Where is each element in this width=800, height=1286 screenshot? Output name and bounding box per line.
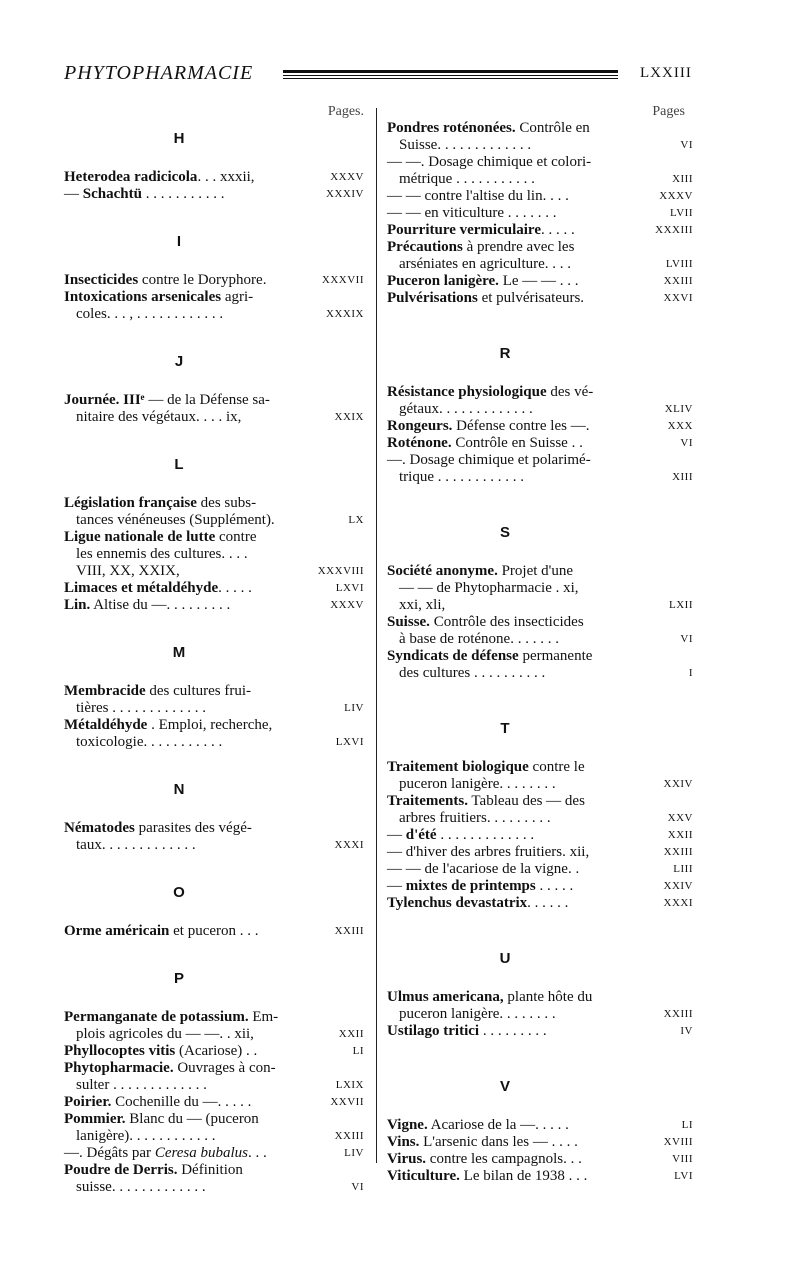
- entry-text: [387, 222, 635, 239]
- entry-line: Insecticides contre le Doryphore.: [64, 272, 267, 288]
- entry-text: [387, 1134, 635, 1151]
- entry-page-ref: XXIII: [334, 1130, 364, 1142]
- entry-line: xxi, xli,: [399, 597, 446, 613]
- entry-line: Traitements. Tableau des — des: [387, 793, 585, 809]
- entry-line: Suisse. . . . . . . . . . . . .: [399, 137, 532, 153]
- section-letter: N: [173, 781, 185, 798]
- entry-line: Phytopharmacie. Ouvrages à con-: [64, 1060, 276, 1076]
- entry-page-ref: XXII: [667, 829, 693, 841]
- entry-line: Nématodes parasites des végé-: [64, 820, 252, 836]
- index-entry: [387, 759, 693, 793]
- entry-page-ref: LXIX: [335, 1079, 364, 1091]
- entry-text: [387, 1117, 635, 1134]
- entry-line: Suisse. Contrôle des insecticides: [387, 614, 584, 630]
- entry-page-ref: XXIX: [334, 411, 364, 423]
- entry-text: [64, 169, 306, 186]
- entry-line: Rongeurs. Défense contre les —.: [387, 418, 590, 434]
- entry-line: Viticulture. Le bilan de 1938 . . .: [387, 1168, 588, 1184]
- index-entry: [64, 1162, 364, 1196]
- entry-line: VIII, XX, XXIX,: [76, 563, 180, 579]
- index-entry: [64, 683, 364, 717]
- entry-page-ref: XXIII: [663, 275, 693, 287]
- index-entry: [64, 1094, 364, 1111]
- entry-text: [387, 188, 635, 205]
- index-entry: [387, 614, 693, 648]
- entry-line: suisse. . . . . . . . . . . . .: [76, 1179, 206, 1195]
- entry-page-ref: XXVI: [663, 292, 693, 304]
- index-entry: [64, 1111, 364, 1145]
- index-entry: [64, 820, 364, 854]
- continued-entries: [387, 120, 693, 307]
- entry-line: Poirier. Cochenille du —. . . . .: [64, 1094, 252, 1110]
- entry-text: [387, 154, 635, 188]
- entry-text: [387, 878, 635, 895]
- entry-text: [387, 1151, 635, 1168]
- entry-text: [64, 1094, 306, 1111]
- index-entry: [387, 648, 693, 682]
- page-number: LXXIII: [640, 65, 692, 81]
- entry-text: [64, 495, 306, 529]
- entry-line: Précautions à prendre avec les: [387, 239, 575, 255]
- entry-text: [387, 844, 635, 861]
- column-divider: [376, 108, 377, 1163]
- entry-line: — d'hiver des arbres fruitiers. xii,: [387, 844, 590, 860]
- index-entry: [64, 1009, 364, 1043]
- entry-page-ref: XXXV: [659, 190, 693, 202]
- entry-page-ref: LIII: [673, 863, 693, 875]
- entry-line: — d'été . . . . . . . . . . . . .: [387, 827, 535, 843]
- entry-text: [64, 1009, 306, 1043]
- entry-page-ref: XXV: [667, 812, 693, 824]
- entry-line: — —. Dosage chimique et colori-: [387, 154, 592, 170]
- entry-text: [387, 273, 635, 290]
- entry-text: [387, 563, 635, 614]
- index-entry: [387, 563, 693, 614]
- entry-line: nitaire des végétaux. . . . ix,: [76, 409, 242, 425]
- entry-text: [64, 392, 306, 426]
- entry-text: [387, 418, 635, 435]
- entry-line: Poudre de Derris. Définition: [64, 1162, 243, 1178]
- section-letter: O: [173, 884, 185, 901]
- entry-text: [64, 1060, 306, 1094]
- entry-line: des cultures . . . . . . . . . .: [399, 665, 546, 681]
- entry-line: Tylenchus devastatrix. . . . . .: [387, 895, 569, 911]
- entry-text: [64, 597, 306, 614]
- section-letter: U: [499, 950, 511, 967]
- section-letter: M: [172, 644, 186, 661]
- entry-line: Intoxications arsenicales agri-: [64, 289, 254, 305]
- entry-page-ref: XXIV: [663, 778, 693, 790]
- entry-line: trique . . . . . . . . . . . .: [399, 469, 524, 485]
- entry-page-ref: XXXI: [663, 897, 693, 909]
- entry-page-ref: LIV: [344, 702, 364, 714]
- entry-line: Lin. Altise du —. . . . . . . . .: [64, 597, 231, 613]
- entry-line: tances vénéneuses (Supplément).: [76, 512, 275, 528]
- entry-line: Ligue nationale de lutte contre: [64, 529, 257, 545]
- entry-text: [64, 1162, 306, 1196]
- entry-text: [64, 820, 306, 854]
- entry-line: plois agricoles du — —. . xii,: [76, 1026, 254, 1042]
- entry-page-ref: XIII: [672, 471, 693, 483]
- entry-page-ref: XLIV: [664, 403, 693, 415]
- entry-page-ref: LXII: [669, 599, 693, 611]
- index-entry: [64, 1043, 364, 1060]
- index-right-column: [387, 104, 693, 1185]
- index-entry: [387, 1117, 693, 1134]
- section-letter: P: [173, 970, 184, 987]
- entry-text: [387, 648, 635, 682]
- index-left-column: [64, 104, 364, 1196]
- entry-line: Ustilago tritici . . . . . . . . .: [387, 1023, 547, 1039]
- entry-page-ref: I: [688, 667, 693, 679]
- entry-page-ref: XVIII: [663, 1136, 693, 1148]
- index-entry: [64, 529, 364, 580]
- entry-line: Ulmus americana, plante hôte du: [387, 989, 593, 1005]
- entry-page-ref: XIII: [672, 173, 693, 185]
- entry-line: — — contre l'altise du lin. . . .: [387, 188, 569, 204]
- entry-text: [64, 272, 306, 289]
- entry-text: [387, 435, 635, 452]
- pages-label: Pages: [652, 104, 685, 119]
- entry-line: sulter . . . . . . . . . . . . .: [76, 1077, 207, 1093]
- entry-page-ref: VIII: [672, 1153, 693, 1165]
- entry-text: [387, 120, 635, 154]
- entry-line: Pulvérisations et pulvérisateurs.: [387, 290, 585, 306]
- entry-page-ref: LI: [352, 1045, 364, 1057]
- entry-line: Virus. contre les campagnols. . .: [387, 1151, 582, 1167]
- entry-line: Heterodea radicicola. . . xxxii,: [64, 169, 255, 185]
- index-entry: [64, 1145, 364, 1162]
- entry-line: arséniates en agriculture. . . .: [399, 256, 572, 272]
- entry-line: Législation française des subs-: [64, 495, 257, 511]
- section-letter: I: [176, 233, 182, 250]
- entry-line: Métaldéhyde . Emploi, recherche,: [64, 717, 273, 733]
- entry-line: Orme américain et puceron . . .: [64, 923, 259, 939]
- entry-line: Société anonyme. Projet d'une: [387, 563, 574, 579]
- index-entry: [387, 861, 693, 878]
- entry-text: [387, 827, 635, 844]
- index-entry: [64, 923, 364, 940]
- entry-page-ref: LVIII: [665, 258, 693, 270]
- index-entry: [387, 1134, 693, 1151]
- index-entry: [387, 1168, 693, 1185]
- entry-text: [387, 290, 635, 307]
- index-entry: [387, 793, 693, 827]
- entry-line: puceron lanigère. . . . . . . .: [399, 1006, 556, 1022]
- entry-line: coles. . . , . . . . . . . . . . . .: [76, 306, 224, 322]
- entry-page-ref: XXX: [667, 420, 693, 432]
- entry-line: — — en viticulture . . . . . . .: [387, 205, 557, 221]
- entry-line: —. Dosage chimique et polarimé-: [387, 452, 591, 468]
- entry-page-ref: LI: [681, 1119, 693, 1131]
- entry-page-ref: XXXVII: [321, 274, 364, 286]
- index-entry: [64, 392, 364, 426]
- entry-line: Phyllocoptes vitis (Acariose) . .: [64, 1043, 258, 1059]
- entry-line: Permanganate de potassium. Em-: [64, 1009, 279, 1025]
- entry-page-ref: XXXV: [330, 171, 364, 183]
- entry-line: Traitement biologique contre le: [387, 759, 585, 775]
- section-letter: S: [499, 524, 510, 541]
- section-letter: T: [500, 720, 510, 737]
- entry-text: [387, 861, 635, 878]
- entry-line: — — de l'acariose de la vigne. .: [387, 861, 580, 877]
- entry-page-ref: LIV: [344, 1147, 364, 1159]
- entry-page-ref: VI: [680, 139, 693, 151]
- entry-text: [387, 239, 635, 273]
- index-entry: [387, 989, 693, 1023]
- entry-page-ref: XXXVIII: [317, 565, 364, 577]
- entry-line: Roténone. Contrôle en Suisse . .: [387, 435, 583, 451]
- index-entry: [387, 452, 693, 486]
- entry-page-ref: VI: [680, 633, 693, 645]
- index-entry: [64, 1060, 364, 1094]
- entry-text: [64, 923, 306, 940]
- entry-line: tières . . . . . . . . . . . . .: [76, 700, 206, 716]
- entry-line: à base de roténone. . . . . . .: [399, 631, 559, 647]
- entry-page-ref: XXVII: [330, 1096, 364, 1108]
- index-entry: [64, 169, 364, 186]
- header-rule: [283, 70, 618, 79]
- entry-page-ref: XXIV: [663, 880, 693, 892]
- index-entry: [387, 827, 693, 844]
- entry-line: métrique . . . . . . . . . . .: [399, 171, 535, 187]
- index-entry: [64, 495, 364, 529]
- index-entry: [387, 290, 693, 307]
- entry-page-ref: XXXIII: [655, 224, 693, 236]
- entry-text: [64, 1145, 306, 1162]
- entry-text: [387, 1023, 635, 1040]
- index-entry: [387, 1023, 693, 1040]
- entry-text: [387, 384, 635, 418]
- entry-line: lanigère). . . . . . . . . . . .: [76, 1128, 216, 1144]
- entry-line: Membracide des cultures frui-: [64, 683, 252, 699]
- index-entry: [387, 205, 693, 222]
- entry-page-ref: LVI: [674, 1170, 693, 1182]
- entry-page-ref: LX: [348, 514, 364, 526]
- entry-page-ref: XXXV: [330, 599, 364, 611]
- entry-page-ref: VI: [351, 1181, 364, 1193]
- index-entry: [64, 597, 364, 614]
- entry-text: [387, 205, 635, 222]
- entry-page-ref: LXVI: [335, 582, 364, 594]
- entry-line: toxicologie. . . . . . . . . . .: [76, 734, 223, 750]
- entry-text: [64, 1043, 306, 1060]
- entry-text: [387, 793, 635, 827]
- entry-page-ref: LXVI: [335, 736, 364, 748]
- index-entry: [64, 580, 364, 597]
- entry-text: [64, 289, 306, 323]
- index-entry: [387, 222, 693, 239]
- entry-page-ref: XXIII: [663, 1008, 693, 1020]
- entry-line: Journée. IIIᵉ — de la Défense sa-: [64, 392, 270, 408]
- section-letter: R: [499, 345, 511, 362]
- entry-line: Résistance physiologique des vé-: [387, 384, 594, 400]
- index-entry: [387, 188, 693, 205]
- entry-text: [387, 452, 635, 486]
- entry-page-ref: XXII: [338, 1028, 364, 1040]
- index-entry: [387, 1151, 693, 1168]
- entry-line: — mixtes de printemps . . . . .: [387, 878, 574, 894]
- entry-text: [64, 186, 306, 203]
- index-entry: [387, 435, 693, 452]
- entry-text: [387, 989, 635, 1023]
- entry-line: taux. . . . . . . . . . . . .: [76, 837, 196, 853]
- entry-page-ref: XXIII: [334, 925, 364, 937]
- entry-line: — Schachtü . . . . . . . . . . .: [64, 186, 225, 202]
- index-entry: [387, 273, 693, 290]
- entry-line: Pommier. Blanc du — (puceron: [64, 1111, 259, 1127]
- section-letter: H: [173, 130, 185, 147]
- section-letter: L: [174, 456, 184, 473]
- entry-text: [387, 1168, 635, 1185]
- entry-line: Pourriture vermiculaire. . . . .: [387, 222, 575, 238]
- section-letter: J: [174, 353, 184, 370]
- pages-label: Pages.: [327, 104, 364, 119]
- entry-text: [64, 683, 306, 717]
- index-entry: [387, 895, 693, 912]
- entry-text: [387, 614, 635, 648]
- entry-line: gétaux. . . . . . . . . . . . .: [399, 401, 533, 417]
- entry-page-ref: XXXI: [334, 839, 364, 851]
- index-entry: [387, 418, 693, 435]
- index-entry: [387, 154, 693, 188]
- entry-page-ref: XXXIV: [326, 188, 364, 200]
- entry-text: [64, 717, 306, 751]
- entry-line: Puceron lanigère. Le — — . . .: [387, 273, 579, 289]
- entry-line: —. Dégâts par Ceresa bubalus. . .: [64, 1145, 267, 1161]
- index-entry: [387, 844, 693, 861]
- index-entry: [387, 878, 693, 895]
- entry-line: Pondres roténonées. Contrôle en: [387, 120, 590, 136]
- entry-page-ref: XXIII: [663, 846, 693, 858]
- entry-line: arbres fruitiers. . . . . . . . .: [399, 810, 551, 826]
- section-letter: V: [499, 1078, 510, 1095]
- entry-line: puceron lanigère. . . . . . . .: [399, 776, 556, 792]
- entry-line: Vigne. Acariose de la —. . . . .: [387, 1117, 569, 1133]
- entry-page-ref: IV: [680, 1025, 693, 1037]
- index-entry: [387, 384, 693, 418]
- entry-page-ref: LVII: [670, 207, 693, 219]
- index-entry: [387, 239, 693, 273]
- entry-page-ref: XXXIX: [326, 308, 364, 320]
- entry-page-ref: VI: [680, 437, 693, 449]
- entry-text: [387, 895, 635, 912]
- entry-line: les ennemis des cultures. . . .: [76, 546, 248, 562]
- entry-text: [64, 1111, 306, 1145]
- entry-line: Limaces et métaldéhyde. . . . .: [64, 580, 252, 596]
- index-entry: [64, 289, 364, 323]
- entry-line: Vins. L'arsenic dans les — . . . .: [387, 1134, 578, 1150]
- index-entry: [64, 272, 364, 289]
- index-entry: [387, 120, 693, 154]
- entry-line: Syndicats de défense permanente: [387, 648, 593, 664]
- entry-text: [64, 529, 306, 580]
- entry-text: [64, 580, 306, 597]
- entry-text: [387, 759, 635, 793]
- entry-line: — — de Phytopharmacie . xi,: [399, 580, 579, 596]
- running-title: PHYTOPHARMACIE: [64, 62, 254, 84]
- index-entry: [64, 717, 364, 751]
- index-entry: [64, 186, 364, 203]
